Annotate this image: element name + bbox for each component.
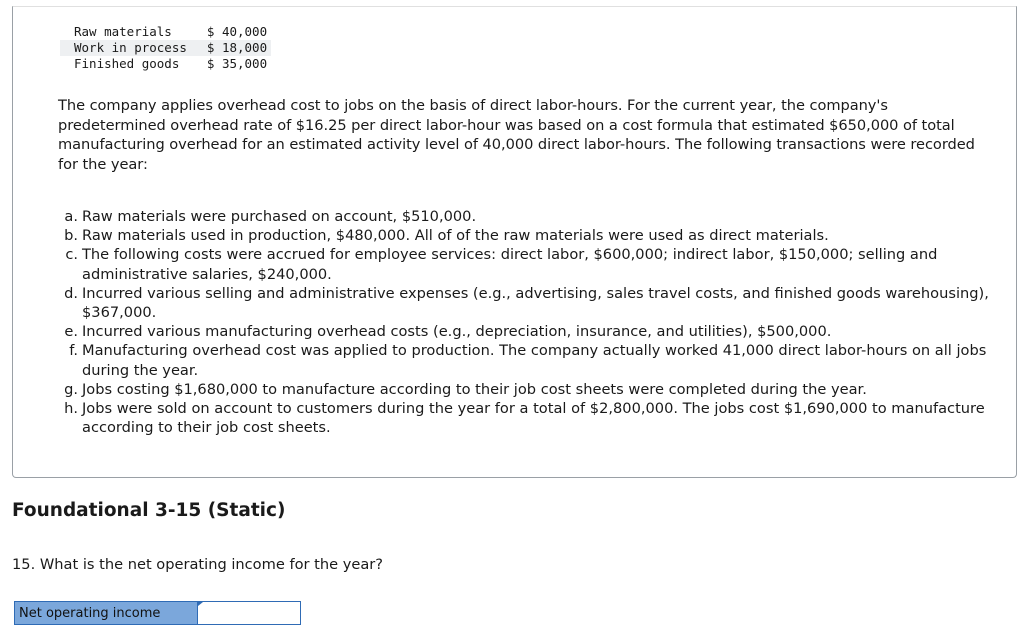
transaction-item [60,322,990,341]
transaction-letter: a. [64,208,78,225]
transaction-text: Jobs were sold on account to customers during the year for a total of $2,800,000. The jobs cost $1,690,000 to manufacture according to their job cost sheets. [82,400,985,437]
balance-amount: $ 40,000 [206,24,268,39]
question-text: 15. What is the net operating income for the year? [12,556,384,573]
transaction-letter: f. [69,342,78,360]
transaction-item [60,226,990,245]
balance-amount: $ 18,000 [187,40,271,56]
transactions-list [60,207,990,437]
transaction-text: Raw materials used in production, $480,000. All of of the raw materials were used as direct materials. [82,227,829,245]
transaction-text: Manufacturing overhead cost was applied to production. The company actually worked 41,000 direct labor-hours on all jobs during the year. [82,342,987,379]
transaction-item [60,341,990,379]
transaction-letter: h. [64,400,78,418]
balance-row [60,56,271,72]
transaction-letter: g. [64,380,78,398]
section-title: Foundational 3-15 (Static) [12,500,286,521]
balance-label: Raw materials [74,24,172,39]
answer-cell[interactable] [198,602,301,625]
transaction-text: Jobs costing $1,680,000 to manufacture according to their job cost sheets were completed during the year. [82,380,867,398]
transaction-text: Raw materials were purchased on account, $510,000. [82,208,477,225]
answer-label: Net operating income [15,602,198,625]
transaction-letter: e. [64,323,78,341]
transaction-letter: b. [64,227,78,245]
answer-row [15,602,301,625]
net-operating-income-input[interactable] [198,602,300,624]
balance-label: Finished goods [74,56,180,71]
cell-marker-icon [198,602,203,606]
beginning-balances-table [60,24,271,72]
transaction-letter: d. [64,284,78,302]
transaction-item [60,207,990,226]
transaction-text: The following costs were accrued for employee services: direct labor, $600,000; indirect labor, $150,000; selling and administrative salaries, $240,000. [82,246,938,283]
transaction-letter: c. [65,246,78,264]
balance-label: Work in process [60,40,187,56]
transaction-item [60,380,990,399]
balance-row [60,24,271,40]
problem-intro-text: The company applies overhead cost to jobs on the basis of direct labor-hours. For the current year, the company's predetermined overhead rate of $16.25 per direct labor-hour was based on a cost formula that estimated $650,000 of total manufacturing overhead for an estimated activity level of 40,000 direct labor-hours. The following transactions were recorded for the year: [58,97,975,173]
answer-table [14,601,301,625]
transaction-item [60,399,990,437]
transaction-item [60,284,990,322]
transaction-item [60,245,990,283]
balance-row [60,40,271,56]
balance-amount: $ 35,000 [206,56,268,71]
transaction-text: Incurred various manufacturing overhead costs (e.g., depreciation, insurance, and utilities), $500,000. [82,323,832,341]
transaction-text: Incurred various selling and administrative expenses (e.g., advertising, sales travel costs, and finished goods warehousing), $367,000. [82,284,989,322]
